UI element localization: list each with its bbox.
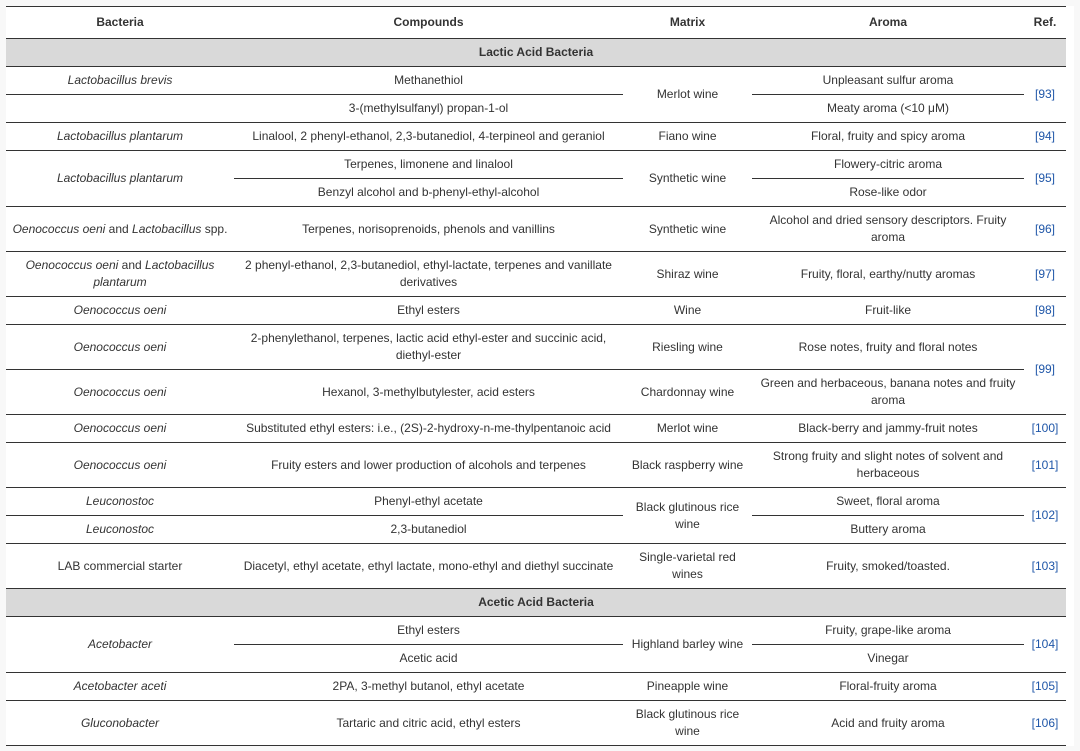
table-row: [6, 673, 1066, 701]
compound-cell: Hexanol, 3-methylbutylester, acid esters: [234, 370, 623, 415]
bacteria-conjunction: and: [105, 221, 133, 236]
matrix-cell: Merlot wine: [623, 415, 752, 443]
compound-cell: Terpenes, limonene and linalool: [234, 151, 623, 179]
table-row: [6, 617, 1066, 645]
matrix-cell: Single-varietal red wines: [623, 544, 752, 589]
matrix-cell: Black glutinous rice wine: [623, 701, 752, 746]
header-matrix: Matrix: [623, 7, 752, 39]
bacteria-conjunction: and: [118, 258, 146, 272]
table-row: [6, 207, 1066, 252]
ref-link[interactable]: [104]: [1031, 637, 1059, 651]
aroma-cell: Buttery aroma: [752, 516, 1024, 544]
compound-cell: Acetic acid: [234, 645, 623, 673]
bacteria-cell: Leuconostoc: [6, 516, 234, 544]
ref-link[interactable]: [106]: [1031, 715, 1059, 730]
aroma-cell: Black-berry and jammy-fruit notes: [752, 415, 1024, 443]
table-row: [6, 488, 1066, 516]
aroma-cell: Strong fruity and slight notes of solvent and herbaceous: [752, 443, 1024, 488]
aroma-cell: Fruity, grape-like aroma: [752, 617, 1024, 645]
ref-cell: [1024, 617, 1066, 673]
section-row-lab: [6, 39, 1066, 67]
bacteria-cell: Oenococcus oeni: [6, 415, 234, 443]
table-container: [6, 6, 1074, 746]
ref-cell: [1024, 67, 1066, 123]
compound-cell: Linalool, 2 phenyl-ethanol, 2,3-butanediol, 4-terpineol and geraniol: [234, 123, 623, 151]
ref-cell: [1024, 544, 1066, 589]
table-row: [6, 370, 1066, 415]
header-compounds: Compounds: [234, 7, 623, 39]
section-row-aab: [6, 589, 1066, 617]
matrix-cell: Synthetic wine: [623, 207, 752, 252]
ref-link[interactable]: [102]: [1031, 508, 1059, 522]
ref-cell: [1024, 488, 1066, 544]
ref-cell: [1024, 207, 1066, 252]
bacteria-cell: Acetobacter aceti: [6, 673, 234, 701]
aroma-cell: Floral, fruity and spicy aroma: [752, 123, 1024, 151]
ref-cell: [1024, 673, 1066, 701]
bacteria-cell: Lactobacillus plantarum: [6, 123, 234, 151]
table-row: [6, 252, 1066, 297]
aroma-cell: Meaty aroma (<10 μM): [752, 95, 1024, 123]
ref-cell: [1024, 701, 1066, 746]
bacteria-italic: Oenococcus oeni: [12, 221, 106, 236]
bacteria-italic-2: Lactobacillus plantarum: [93, 258, 215, 289]
table-row: [6, 151, 1066, 179]
bacteria-cell: [6, 207, 234, 252]
ref-link[interactable]: [95]: [1034, 171, 1055, 185]
matrix-cell: Wine: [623, 297, 752, 325]
ref-cell: [1024, 151, 1066, 207]
matrix-cell: Highland barley wine: [623, 617, 752, 673]
aroma-cell: Unpleasant sulfur aroma: [752, 67, 1024, 95]
ref-cell: [1024, 415, 1066, 443]
matrix-cell: Chardonnay wine: [623, 370, 752, 415]
matrix-cell: Black glutinous rice wine: [623, 488, 752, 544]
compound-cell: Fruity esters and lower production of alcohols and terpenes: [234, 443, 623, 488]
compound-cell: 2-phenylethanol, terpenes, lactic acid ethyl-ester and succinic acid, diethyl-ester: [234, 325, 623, 370]
section-title-aab: Acetic Acid Bacteria: [6, 589, 1066, 617]
section-title-lab: Lactic Acid Bacteria: [6, 39, 1066, 67]
table-row: [6, 67, 1066, 95]
ref-link[interactable]: [97]: [1034, 266, 1055, 281]
matrix-cell: Pineapple wine: [623, 673, 752, 701]
ref-cell: [1024, 123, 1066, 151]
bacteria-cell: [6, 252, 234, 297]
bacteria-suffix: spp.: [201, 221, 228, 236]
ref-link[interactable]: [98]: [1034, 303, 1055, 317]
ref-cell: [1024, 325, 1066, 415]
aroma-cell: Floral-fruity aroma: [752, 673, 1024, 701]
aroma-cell: Fruity, smoked/toasted.: [752, 544, 1024, 589]
aroma-cell: Flowery-citric aroma: [752, 151, 1024, 179]
aroma-cell: Acid and fruity aroma: [752, 701, 1024, 746]
aroma-cell: Vinegar: [752, 645, 1024, 673]
ref-link[interactable]: [96]: [1034, 221, 1055, 236]
aroma-cell: Green and herbaceous, banana notes and fruity aroma: [752, 370, 1024, 415]
aroma-cell: Rose-like odor: [752, 179, 1024, 207]
bacteria-italic-2: Lactobacillus: [132, 221, 202, 236]
table-row: [6, 516, 1066, 544]
table-row: [6, 325, 1066, 370]
table-row: [6, 443, 1066, 488]
aroma-cell: Rose notes, fruity and floral notes: [752, 325, 1024, 370]
aroma-cell: Sweet, floral aroma: [752, 488, 1024, 516]
ref-link[interactable]: [101]: [1031, 457, 1059, 472]
bacteria-cell: Lactobacillus brevis: [6, 67, 234, 95]
compound-cell: 2 phenyl-ethanol, 2,3-butanediol, ethyl-lactate, terpenes and vanillate derivatives: [234, 252, 623, 297]
bacteria-cell: Acetobacter: [6, 617, 234, 673]
ref-link[interactable]: [94]: [1034, 129, 1055, 143]
header-ref: Ref.: [1024, 7, 1066, 39]
bacteria-cell: Leuconostoc: [6, 488, 234, 516]
compound-cell: Substituted ethyl esters: i.e., (2S)-2-hydroxy-n-me-thylpentanoic acid: [234, 415, 623, 443]
table-row: [6, 701, 1066, 746]
header-row: [6, 7, 1066, 39]
compound-cell: Diacetyl, ethyl acetate, ethyl lactate, mono-ethyl and diethyl succinate: [234, 544, 623, 589]
table-row: [6, 297, 1066, 325]
compound-cell: Ethyl esters: [234, 297, 623, 325]
table-row: [6, 95, 1066, 123]
table-row: [6, 544, 1066, 589]
matrix-cell: Fiano wine: [623, 123, 752, 151]
compound-cell: Ethyl esters: [234, 617, 623, 645]
matrix-cell: Riesling wine: [623, 325, 752, 370]
header-bacteria: Bacteria: [6, 7, 234, 39]
bacteria-aroma-table: [6, 6, 1066, 746]
table-row: [6, 123, 1066, 151]
header-aroma: Aroma: [752, 7, 1024, 39]
ref-link[interactable]: [93]: [1034, 87, 1055, 101]
bacteria-cell: Oenococcus oeni: [6, 370, 234, 415]
compound-cell: 2,3-butanediol: [234, 516, 623, 544]
aroma-cell: Fruity, floral, earthy/nutty aromas: [752, 252, 1024, 297]
ref-cell: [1024, 297, 1066, 325]
bacteria-cell-empty: [6, 95, 234, 123]
ref-link[interactable]: [99]: [1034, 362, 1055, 376]
bacteria-cell: LAB commercial starter: [6, 544, 234, 589]
aroma-cell: Alcohol and dried sensory descriptors. Fruity aroma: [752, 207, 1024, 252]
matrix-cell: Merlot wine: [623, 67, 752, 123]
ref-link[interactable]: [103]: [1031, 558, 1059, 573]
bacteria-cell: Oenococcus oeni: [6, 325, 234, 370]
bacteria-cell: Lactobacillus plantarum: [6, 151, 234, 207]
bacteria-italic: Oenococcus oeni: [25, 258, 119, 272]
ref-cell: [1024, 443, 1066, 488]
compound-cell: Benzyl alcohol and b-phenyl-ethyl-alcohol: [234, 179, 623, 207]
compound-cell: Tartaric and citric acid, ethyl esters: [234, 701, 623, 746]
ref-link[interactable]: [100]: [1031, 421, 1059, 435]
bacteria-cell: Gluconobacter: [6, 701, 234, 746]
compound-cell: Terpenes, norisoprenoids, phenols and vanillins: [234, 207, 623, 252]
ref-cell: [1024, 252, 1066, 297]
aroma-cell: Fruit-like: [752, 297, 1024, 325]
ref-link[interactable]: [105]: [1031, 679, 1059, 693]
compound-cell: 3-(methylsulfanyl) propan-1-ol: [234, 95, 623, 123]
bacteria-cell: Oenococcus oeni: [6, 297, 234, 325]
table-row: [6, 415, 1066, 443]
compound-cell: Methanethiol: [234, 67, 623, 95]
matrix-cell: Synthetic wine: [623, 151, 752, 207]
bacteria-cell: Oenococcus oeni: [6, 443, 234, 488]
matrix-cell: Black raspberry wine: [623, 443, 752, 488]
compound-cell: Phenyl-ethyl acetate: [234, 488, 623, 516]
compound-cell: 2PA, 3-methyl butanol, ethyl acetate: [234, 673, 623, 701]
matrix-cell: Shiraz wine: [623, 252, 752, 297]
